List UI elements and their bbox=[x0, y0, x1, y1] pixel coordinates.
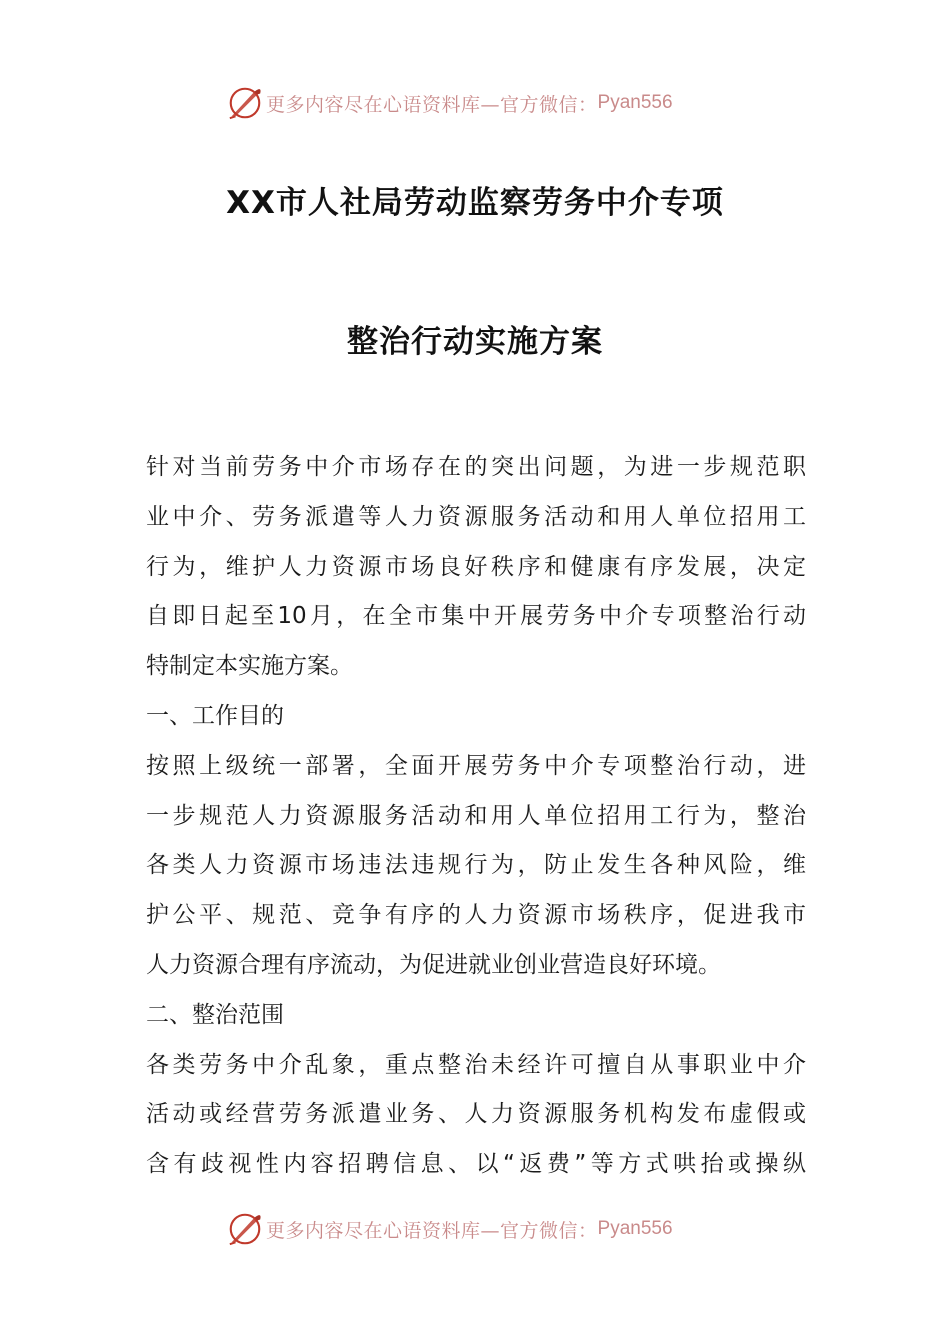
section2-line: 含有歧视性内容招聘信息、以“返费”等方式哄抬或操纵 bbox=[146, 1151, 806, 1178]
section1-line: 按照上级统一部署，全面开展劳务中介专项整治行动，进 bbox=[146, 752, 806, 779]
watermark-text: 更多内容尽在心语资料库—官方微信： bbox=[266, 1219, 598, 1242]
section1-line: 一步规范人力资源服务活动和用人单位招用工行为，整治 bbox=[146, 802, 806, 829]
intro-line: 行为，维护人力资源市场良好秩序和健康有序发展，决定 bbox=[146, 553, 806, 580]
intro-line: 自即日起至10月，在全市集中开展劳务中介专项整治行动 bbox=[146, 603, 806, 630]
intro-line: 特制定本实施方案。 bbox=[146, 653, 353, 680]
intro-line: 业中介、劳务派遣等人力资源服务活动和用人单位招用工 bbox=[146, 503, 806, 530]
section1-line: 护公平、规范、竞争有序的人力资源市场秩序，促进我市 bbox=[146, 902, 806, 929]
intro-line: 针对当前劳务中介市场存在的突出问题，为进一步规范职 bbox=[146, 454, 806, 480]
section2-line: 各类劳务中介乱象，重点整治未经许可擅自从事职业中介 bbox=[146, 1051, 806, 1078]
section1-line: 各类人力资源市场违法违规行为，防止发生各种风险，维 bbox=[146, 852, 806, 879]
watermark-banner-bottom bbox=[226, 1209, 726, 1249]
section-heading-purpose: 一、工作目的 bbox=[146, 702, 284, 729]
document-title-line1: XX市人社局劳动监察劳务中介专项 bbox=[226, 185, 724, 221]
watermark-text: 更多内容尽在心语资料库—官方微信： bbox=[266, 93, 598, 116]
quill-logo-icon bbox=[226, 84, 264, 122]
section-heading-scope: 二、整治范围 bbox=[146, 1001, 284, 1028]
section2-line: 活动或经营劳务派遣业务、人力资源服务机构发布虚假或 bbox=[146, 1101, 806, 1128]
quill-logo-icon bbox=[226, 1210, 264, 1248]
watermark-wechat-id: Pyan556 bbox=[597, 1218, 673, 1239]
document-body bbox=[146, 443, 806, 1190]
section1-line: 人力资源合理有序流动，为促进就业创业营造良好环境。 bbox=[146, 951, 721, 978]
watermark-banner-top bbox=[226, 83, 726, 123]
watermark-wechat-id: Pyan556 bbox=[597, 92, 673, 113]
document-title-line2: 整治行动实施方案 bbox=[347, 324, 603, 360]
